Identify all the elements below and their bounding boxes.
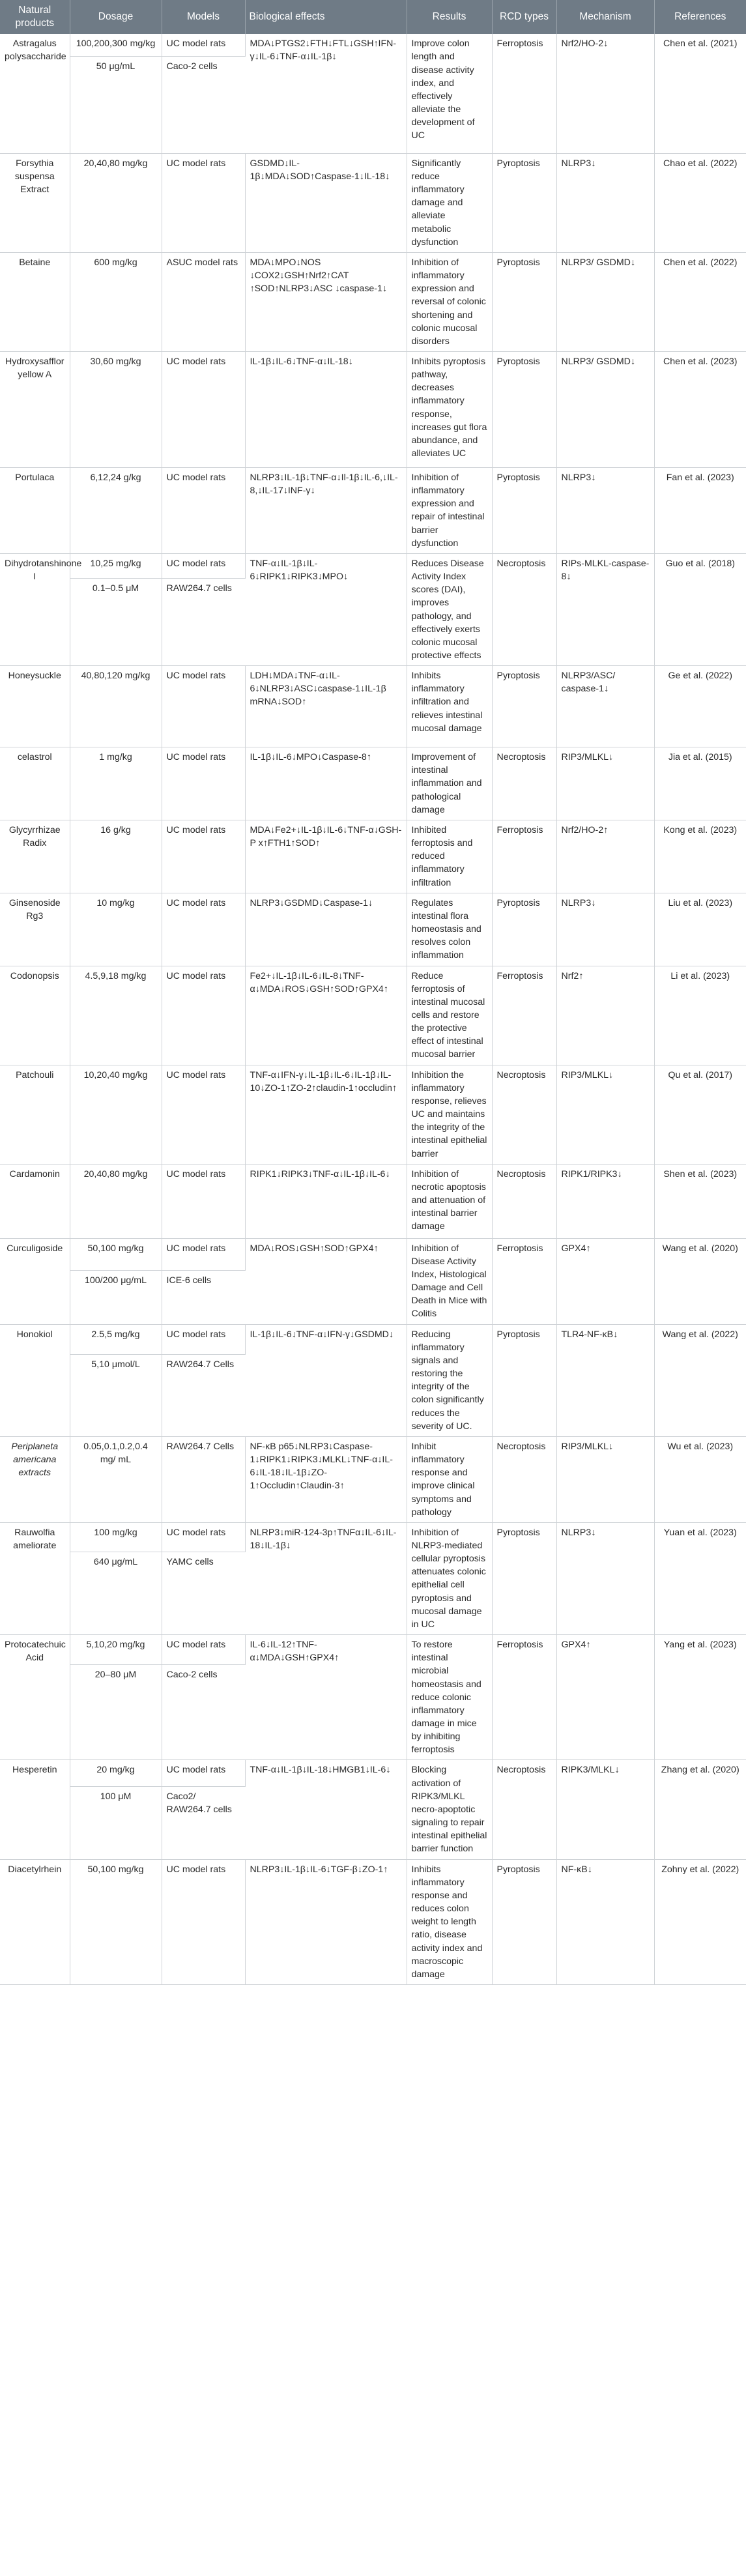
results-cell: Inhibits inflammatory response and reduces colon weight to length ratio, disease activity index and macroscopic damage (407, 1859, 492, 1984)
table-row (0, 893, 746, 966)
dosage-cell: 20,40,80 mg/kg (70, 153, 162, 252)
table-row (0, 1164, 746, 1238)
table-row (0, 1065, 746, 1164)
results-cell: Inhibition of necrotic apoptosis and attenuation of intestinal barrier damage (407, 1164, 492, 1238)
product-cell: Cardamonin (0, 1164, 70, 1238)
rcd-type-cell: Pyroptosis (492, 351, 556, 467)
mechanism-cell: NLRP3/ GSDMD↓ (556, 351, 654, 467)
mechanism-cell: NF-κB↓ (556, 1859, 654, 1984)
effects-cell: Fe2+↓IL-1β↓IL-6↓IL-8↓TNF-α↓MDA↓ROS↓GSH↑SOD↑GPX4↑ (245, 966, 407, 1065)
effects-cell: MDA↓ROS↓GSH↑SOD↑GPX4↑ (245, 1238, 407, 1324)
reference-cell: Shen et al. (2023) (654, 1164, 746, 1238)
mechanism-cell: TLR4-NF-κB↓ (556, 1324, 654, 1436)
product-cell: Codonopsis (0, 966, 70, 1065)
mechanism-cell: Nrf2↑ (556, 966, 654, 1065)
mechanism-cell: NLRP3↓ (556, 467, 654, 553)
model-cell: UC model rats (162, 34, 245, 56)
results-cell: Reduce ferroptosis of intestinal mucosal cells and restore the protective effect of intestinal mucosal barrier (407, 966, 492, 1065)
reference-cell: Guo et al. (2018) (654, 553, 746, 665)
rcd-type-cell: Pyroptosis (492, 252, 556, 351)
rcd-type-cell: Necroptosis (492, 1436, 556, 1522)
effects-cell: NLRP3↓miR-124-3p↑TNFα↓IL-6↓IL-18↓IL-1β↓ (245, 1522, 407, 1634)
dosage-cell: 20 mg/kg (70, 1760, 162, 1786)
results-cell: Inhibition the inflammatory response, relieves UC and maintains the integrity of the intestinal epithelial barrier (407, 1065, 492, 1164)
table-row (0, 966, 746, 1065)
model-cell: RAW264.7 Cells (162, 1436, 245, 1522)
dosage-cell: 4.5,9,18 mg/kg (70, 966, 162, 1065)
product-cell: Patchouli (0, 1065, 70, 1164)
model-cell: Caco-2 cells (162, 56, 245, 153)
results-cell: Inhibition of Disease Activity Index, Histological Damage and Cell Death in Mice with Colitis (407, 1238, 492, 1324)
results-cell: To restore intestinal microbial homeostasis and reduce colonic inflammatory damage in mice by inhibiting ferroptosis (407, 1635, 492, 1760)
effects-cell: IL-1β↓IL-6↓TNF-α↓IFN-γ↓GSDMD↓ (245, 1324, 407, 1436)
model-cell: ICE-6 cells (162, 1270, 245, 1324)
rcd-type-cell: Necroptosis (492, 1164, 556, 1238)
mechanism-cell: Nrf2/HO-2↓ (556, 34, 654, 153)
reference-cell: Chen et al. (2022) (654, 252, 746, 351)
rcd-type-cell: Pyroptosis (492, 153, 556, 252)
table-row (0, 1859, 746, 1984)
model-cell: UC model rats (162, 351, 245, 467)
header-results: Results (407, 0, 492, 34)
dosage-cell: 0.1–0.5 μM (70, 579, 162, 666)
mechanism-cell: RIPK1/RIPK3↓ (556, 1164, 654, 1238)
header-dosage: Dosage (70, 0, 162, 34)
dosage-cell: 10,20,40 mg/kg (70, 1065, 162, 1164)
header-mechanism: Mechanism (556, 0, 654, 34)
table-row (0, 1436, 746, 1522)
product-cell: Honokiol (0, 1324, 70, 1436)
model-cell: RAW264.7 Cells (162, 1355, 245, 1437)
reference-cell: Ge et al. (2022) (654, 666, 746, 747)
rcd-type-cell: Ferroptosis (492, 1238, 556, 1324)
model-cell: UC model rats (162, 553, 245, 579)
effects-cell: NF-κB p65↓NLRP3↓Caspase-1↓RIPK1↓RIPK3↓MLKL↓TNF-α↓IL-6↓IL-18↓IL-1β↓ZO-1↑Occludin↑Claudin-3↑ (245, 1436, 407, 1522)
results-cell: Regulates intestinal flora homeostasis and resolves colon inflammation (407, 893, 492, 966)
effects-cell: IL-1β↓IL-6↓TNF-α↓IL-18↓ (245, 351, 407, 467)
effects-cell: NLRP3↓GSDMD↓Caspase-1↓ (245, 893, 407, 966)
table-row (0, 34, 746, 56)
table-row (0, 351, 746, 467)
header-models: Models (162, 0, 245, 34)
table-row (0, 1324, 746, 1354)
header-biological-effects: Biological effects (245, 0, 407, 34)
effects-cell: RIPK1↓RIPK3↓TNF-α↓IL-1β↓IL-6↓ (245, 1164, 407, 1238)
product-cell: Curculigoside (0, 1238, 70, 1324)
dosage-cell: 100 mg/kg (70, 1522, 162, 1552)
dosage-cell: 10 mg/kg (70, 893, 162, 966)
model-cell: YAMC cells (162, 1552, 245, 1634)
reference-cell: Jia et al. (2015) (654, 747, 746, 820)
product-cell: Ginsenoside Rg3 (0, 893, 70, 966)
product-cell: Dihydrotanshinone I (0, 553, 70, 665)
results-cell: Inhibition of NLRP3-mediated cellular pyroptosis attenuates colonic epithelial cell pyroptosis and mucosal damage in UC (407, 1522, 492, 1634)
model-cell: UC model rats (162, 893, 245, 966)
model-cell: UC model rats (162, 966, 245, 1065)
model-cell: UC model rats (162, 666, 245, 747)
dosage-cell: 20,40,80 mg/kg (70, 1164, 162, 1238)
dosage-cell: 16 g/kg (70, 820, 162, 893)
results-cell: Inhibited ferroptosis and reduced inflammatory infiltration (407, 820, 492, 893)
table-row (0, 666, 746, 747)
effects-cell: TNF-α↓IL-1β↓IL-6↓RIPK1↓RIPK3↓MPO↓ (245, 553, 407, 665)
results-cell: Inhibit inflammatory response and improve clinical symptoms and pathology (407, 1436, 492, 1522)
effects-cell: TNF-α↓IFN-γ↓IL-1β↓IL-6↓IL-1β↓IL-10↓ZO-1↑ZO-2↑claudin-1↑occludin↑ (245, 1065, 407, 1164)
rcd-type-cell: Pyroptosis (492, 666, 556, 747)
results-cell: Improve colon length and disease activity index, and effectively alleviate the development of UC (407, 34, 492, 153)
header-rcd-types: RCD types (492, 0, 556, 34)
model-cell: UC model rats (162, 747, 245, 820)
rcd-type-cell: Ferroptosis (492, 34, 556, 153)
model-cell: UC model rats (162, 1164, 245, 1238)
product-cell: Portulaca (0, 467, 70, 553)
model-cell: ASUC model rats (162, 252, 245, 351)
dosage-cell: 50,100 mg/kg (70, 1238, 162, 1270)
mechanism-cell: RIP3/MLKL↓ (556, 747, 654, 820)
effects-cell: MDA↓Fe2+↓IL-1β↓IL-6↓TNF-α↓GSH-P x↑FTH1↑SOD↑ (245, 820, 407, 893)
rcd-type-cell: Necroptosis (492, 747, 556, 820)
effects-cell: MDA↓PTGS2↓FTH↓FTL↓GSH↑IFN-γ↓IL-6↓TNF-α↓IL-1β↓ (245, 34, 407, 153)
mechanism-cell: RIP3/MLKL↓ (556, 1065, 654, 1164)
rcd-type-cell: Necroptosis (492, 553, 556, 665)
reference-cell: Chen et al. (2023) (654, 351, 746, 467)
reference-cell: Yuan et al. (2023) (654, 1522, 746, 1634)
effects-cell: GSDMD↓IL-1β↓MDA↓SOD↑Caspase-1↓IL-18↓ (245, 153, 407, 252)
table-row (0, 1760, 746, 1786)
table-row (0, 252, 746, 351)
reference-cell: Chao et al. (2022) (654, 153, 746, 252)
rcd-type-cell: Necroptosis (492, 1760, 556, 1859)
effects-cell: IL-1β↓IL-6↓MPO↓Caspase-8↑ (245, 747, 407, 820)
product-cell: Periplaneta americana extracts (0, 1436, 70, 1522)
table-row (0, 553, 746, 579)
rcd-type-cell: Pyroptosis (492, 1522, 556, 1634)
model-cell: Caco-2 cells (162, 1665, 245, 1760)
reference-cell: Zhang et al. (2020) (654, 1760, 746, 1859)
reference-cell: Chen et al. (2021) (654, 34, 746, 153)
reference-cell: Li et al. (2023) (654, 966, 746, 1065)
dosage-cell: 640 μg/mL (70, 1552, 162, 1634)
product-cell: Betaine (0, 252, 70, 351)
results-cell: Improvement of intestinal inflammation and pathological damage (407, 747, 492, 820)
rcd-type-cell: Pyroptosis (492, 467, 556, 553)
dosage-cell: 600 mg/kg (70, 252, 162, 351)
model-cell: UC model rats (162, 1859, 245, 1984)
table-body (0, 34, 746, 1984)
results-cell: Inhibits inflammatory infiltration and relieves intestinal mucosal damage (407, 666, 492, 747)
table-row (0, 153, 746, 252)
header-natural-products: Natural products (0, 0, 70, 34)
table-header-row (0, 0, 746, 34)
effects-cell: IL-6↓IL-12↑TNF-α↓MDA↓GSH↑GPX4↑ (245, 1635, 407, 1760)
model-cell: UC model rats (162, 1324, 245, 1354)
rcd-type-cell: Pyroptosis (492, 893, 556, 966)
dosage-cell: 5,10,20 mg/kg (70, 1635, 162, 1665)
mechanism-cell: GPX4↑ (556, 1635, 654, 1760)
product-cell: Diacetylrhein (0, 1859, 70, 1984)
dosage-cell: 100/200 μg/mL (70, 1270, 162, 1324)
effects-cell: LDH↓MDA↓TNF-α↓IL-6↓NLRP3↓ASC↓caspase-1↓IL-1β mRNA↓SOD↑ (245, 666, 407, 747)
product-cell: Astragalus polysaccharide (0, 34, 70, 153)
dosage-cell: 50,100 mg/kg (70, 1859, 162, 1984)
table-row (0, 1522, 746, 1552)
rcd-type-cell: Ferroptosis (492, 820, 556, 893)
dosage-cell: 10,25 mg/kg (70, 553, 162, 579)
dosage-cell: 50 μg/mL (70, 56, 162, 153)
effects-cell: TNF-α↓IL-1β↓IL-18↓HMGB1↓IL-6↓ (245, 1760, 407, 1859)
reference-cell: Kong et al. (2023) (654, 820, 746, 893)
reference-cell: Fan et al. (2023) (654, 467, 746, 553)
reference-cell: Wu et al. (2023) (654, 1436, 746, 1522)
mechanism-cell: RIPs-MLKL-caspase-8↓ (556, 553, 654, 665)
product-cell: Hesperetin (0, 1760, 70, 1859)
model-cell: Caco2/ RAW264.7 cells (162, 1786, 245, 1859)
dosage-cell: 0.05,0.1,0.2,0.4 mg/ mL (70, 1436, 162, 1522)
model-cell: UC model rats (162, 1635, 245, 1665)
product-cell: Forsythia suspensa Extract (0, 153, 70, 252)
model-cell: UC model rats (162, 820, 245, 893)
results-cell: Reduces Disease Activity Index scores (DAI), improves pathology, and effectively exerts colonic mucosal protective effects (407, 553, 492, 665)
results-cell: Reducing inflammatory signals and restoring the integrity of the colon significantly reduces the severity of UC. (407, 1324, 492, 1436)
dosage-cell: 30,60 mg/kg (70, 351, 162, 467)
model-cell: UC model rats (162, 153, 245, 252)
mechanism-cell: NLRP3↓ (556, 893, 654, 966)
model-cell: UC model rats (162, 467, 245, 553)
results-cell: Blocking activation of RIPK3/MLKL necro-apoptotic signaling to repair intestinal epithelial barrier function (407, 1760, 492, 1859)
table-row (0, 1635, 746, 1665)
mechanism-cell: RIPK3/MLKL↓ (556, 1760, 654, 1859)
reference-cell: Zohny et al. (2022) (654, 1859, 746, 1984)
mechanism-cell: Nrf2/HO-2↑ (556, 820, 654, 893)
product-cell: Glycyrrhizae Radix (0, 820, 70, 893)
rcd-type-cell: Pyroptosis (492, 1324, 556, 1436)
dosage-cell: 6,12,24 g/kg (70, 467, 162, 553)
rcd-type-cell: Pyroptosis (492, 1859, 556, 1984)
mechanism-cell: NLRP3/ASC/ caspase-1↓ (556, 666, 654, 747)
rcd-type-cell: Necroptosis (492, 1065, 556, 1164)
results-cell: Inhibition of inflammatory expression and reversal of colonic shortening and colonic mucosal disorders (407, 252, 492, 351)
model-cell: UC model rats (162, 1522, 245, 1552)
product-cell: Rauwolfia ameliorate (0, 1522, 70, 1634)
mechanism-cell: NLRP3↓ (556, 1522, 654, 1634)
mechanism-cell: NLRP3/ GSDMD↓ (556, 252, 654, 351)
reference-cell: Liu et al. (2023) (654, 893, 746, 966)
table-row (0, 1238, 746, 1270)
product-cell: Hydroxysafflor yellow A (0, 351, 70, 467)
table-row (0, 467, 746, 553)
product-cell: celastrol (0, 747, 70, 820)
dosage-cell: 100 μM (70, 1786, 162, 1859)
table-row (0, 820, 746, 893)
mechanism-cell: NLRP3↓ (556, 153, 654, 252)
dosage-cell: 1 mg/kg (70, 747, 162, 820)
effects-cell: MDA↓MPO↓NOS ↓COX2↓GSH↑Nrf2↑CAT ↑SOD↑NLRP3↓ASC ↓caspase-1↓ (245, 252, 407, 351)
rcd-type-cell: Ferroptosis (492, 966, 556, 1065)
reference-cell: Yang et al. (2023) (654, 1635, 746, 1760)
model-cell: RAW264.7 cells (162, 579, 245, 666)
model-cell: UC model rats (162, 1760, 245, 1786)
reference-cell: Qu et al. (2017) (654, 1065, 746, 1164)
product-cell: Honeysuckle (0, 666, 70, 747)
reference-cell: Wang et al. (2020) (654, 1238, 746, 1324)
product-cell: Protocatechuic Acid (0, 1635, 70, 1760)
header-references: References (654, 0, 746, 34)
effects-cell: NLRP3↓IL-1β↓TNF-α↓Il-1β↓IL-6,↓IL-8,↓IL-17↓INF-γ↓ (245, 467, 407, 553)
results-cell: Inhibits pyroptosis pathway, decreases inflammatory response, increases gut flora abundance, and alleviates UC (407, 351, 492, 467)
mechanism-cell: RIP3/MLKL↓ (556, 1436, 654, 1522)
reference-cell: Wang et al. (2022) (654, 1324, 746, 1436)
dosage-cell: 5,10 μmol/L (70, 1355, 162, 1437)
model-cell: UC model rats (162, 1238, 245, 1270)
dosage-cell: 100,200,300 mg/kg (70, 34, 162, 56)
dosage-cell: 40,80,120 mg/kg (70, 666, 162, 747)
results-cell: Inhibition of inflammatory expression and repair of intestinal barrier dysfunction (407, 467, 492, 553)
table-row (0, 747, 746, 820)
dosage-cell: 2.5,5 mg/kg (70, 1324, 162, 1354)
results-cell: Significantly reduce inflammatory damage and alleviate metabolic dysfunction (407, 153, 492, 252)
effects-cell: NLRP3↓IL-1β↓IL-6↓TGF-β↓ZO-1↑ (245, 1859, 407, 1984)
dosage-cell: 20–80 μM (70, 1665, 162, 1760)
mechanism-cell: GPX4↑ (556, 1238, 654, 1324)
rcd-type-cell: Ferroptosis (492, 1635, 556, 1760)
model-cell: UC model rats (162, 1065, 245, 1164)
